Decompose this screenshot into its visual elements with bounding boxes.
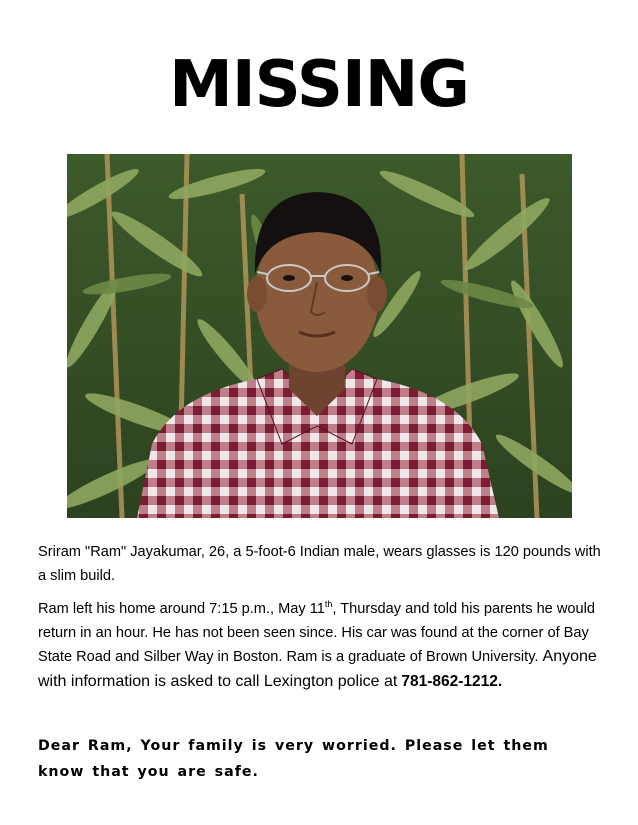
description-paragraph-1: Sriram "Ram" Jayakumar, 26, a 5-foot-6 Indian male, wears glasses is 120 pounds with a slim build.	[38, 544, 601, 584]
description-paragraph-2	[38, 598, 603, 694]
details-text: Ram left his home around 7:15 p.m., May 11	[38, 601, 325, 617]
date-superscript: th	[324, 599, 333, 609]
photo-illustration	[67, 154, 572, 518]
police-phone-number: 781-862-1212.	[401, 672, 503, 690]
message-to-ram: Dear Ram, Your family is very worried. Please let them know that you are safe.	[38, 738, 549, 780]
missing-title: MISSING	[169, 48, 469, 122]
missing-person-photo	[67, 154, 572, 518]
details-text-continued: , Thursday and told his parents he would return in an hour. He has not been seen since. His car was found at the corner of Bay State Road and Silber Way in Boston. Ram is a graduate of Brown University.	[38, 601, 595, 665]
contact-request-text: Anyone with information is asked to call Lexington police at	[38, 648, 597, 690]
